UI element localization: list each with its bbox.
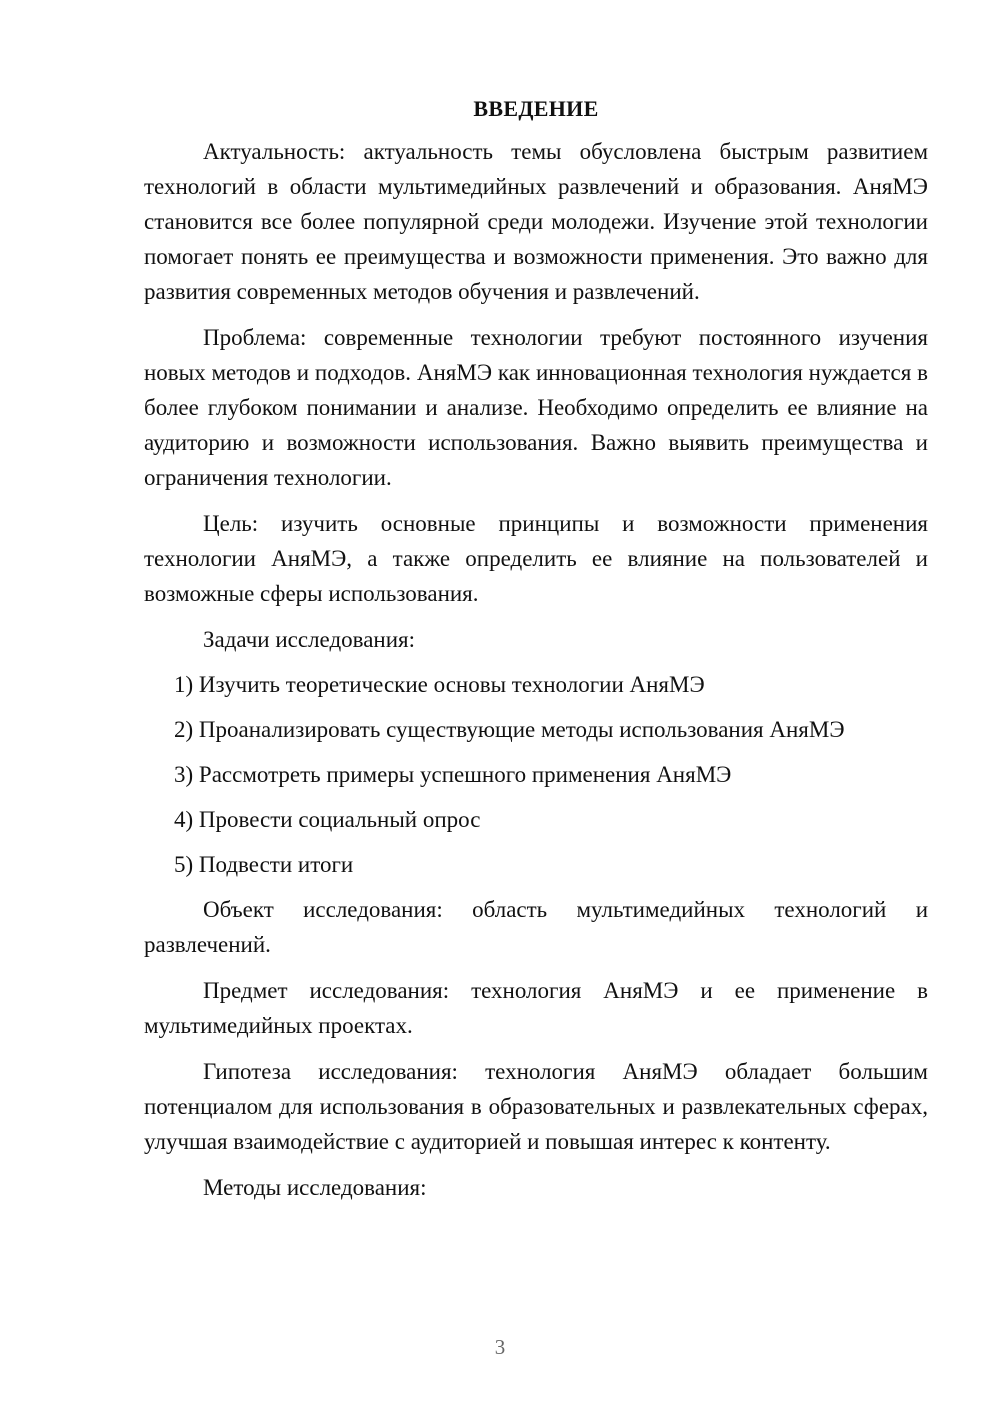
tasks-label: Задачи исследования: bbox=[203, 627, 416, 652]
list-item: 5) Подвести итоги bbox=[174, 852, 354, 877]
section-title: ВВЕДЕНИЕ bbox=[473, 96, 599, 121]
list-item: 3) Рассмотреть примеры успешного применения АняМЭ bbox=[174, 762, 732, 787]
relevance-paragraph: Актуальность: актуальность темы обусловлена быстрым развитием технологий в области мультимедийных развлечений и образования. АняМЭ становится все более популярной среди молодежи. Изучение этой технологии помогает понять ее преимущества и возможности применения. Это важно для развития современных методов обучения и развлечений. bbox=[144, 139, 928, 304]
methods-label: Методы исследования: bbox=[203, 1175, 427, 1200]
list-item: 4) Провести социальный опрос bbox=[174, 807, 481, 832]
goal-paragraph: Цель: изучить основные принципы и возможности применения технологии АняМЭ, а также определить ее влияние на пользователей и возможные сферы использования. bbox=[144, 511, 928, 606]
list-item: 2) Проанализировать существующие методы использования АняМЭ bbox=[174, 717, 845, 742]
problem-paragraph: Проблема: современные технологии требуют постоянного изучения новых методов и подходов. АняМЭ как инновационная технология нуждается в более глубоком понимании и анализе. Необходимо определить ее влияние на аудиторию и возможности использования. Важно выявить преимущества и ограничения технологии. bbox=[144, 325, 928, 490]
hypothesis-paragraph: Гипотеза исследования: технология АняМЭ обладает большим потенциалом для использования в образовательных и развлекательных сферах, улучшая взаимодействие с аудиторией и повышая интерес к контенту. bbox=[144, 1059, 928, 1154]
page-number: 3 bbox=[494, 1335, 506, 1359]
subject-paragraph: Предмет исследования: технология АняМЭ и ее применение в мультимедийных проектах. bbox=[144, 978, 928, 1038]
tasks-list bbox=[144, 667, 928, 882]
list-item: 1) Изучить теоретические основы технологии АняМЭ bbox=[174, 672, 705, 697]
page-content bbox=[144, 94, 928, 1215]
object-paragraph: Объект исследования: область мультимедийных технологий и развлечений. bbox=[144, 897, 928, 957]
